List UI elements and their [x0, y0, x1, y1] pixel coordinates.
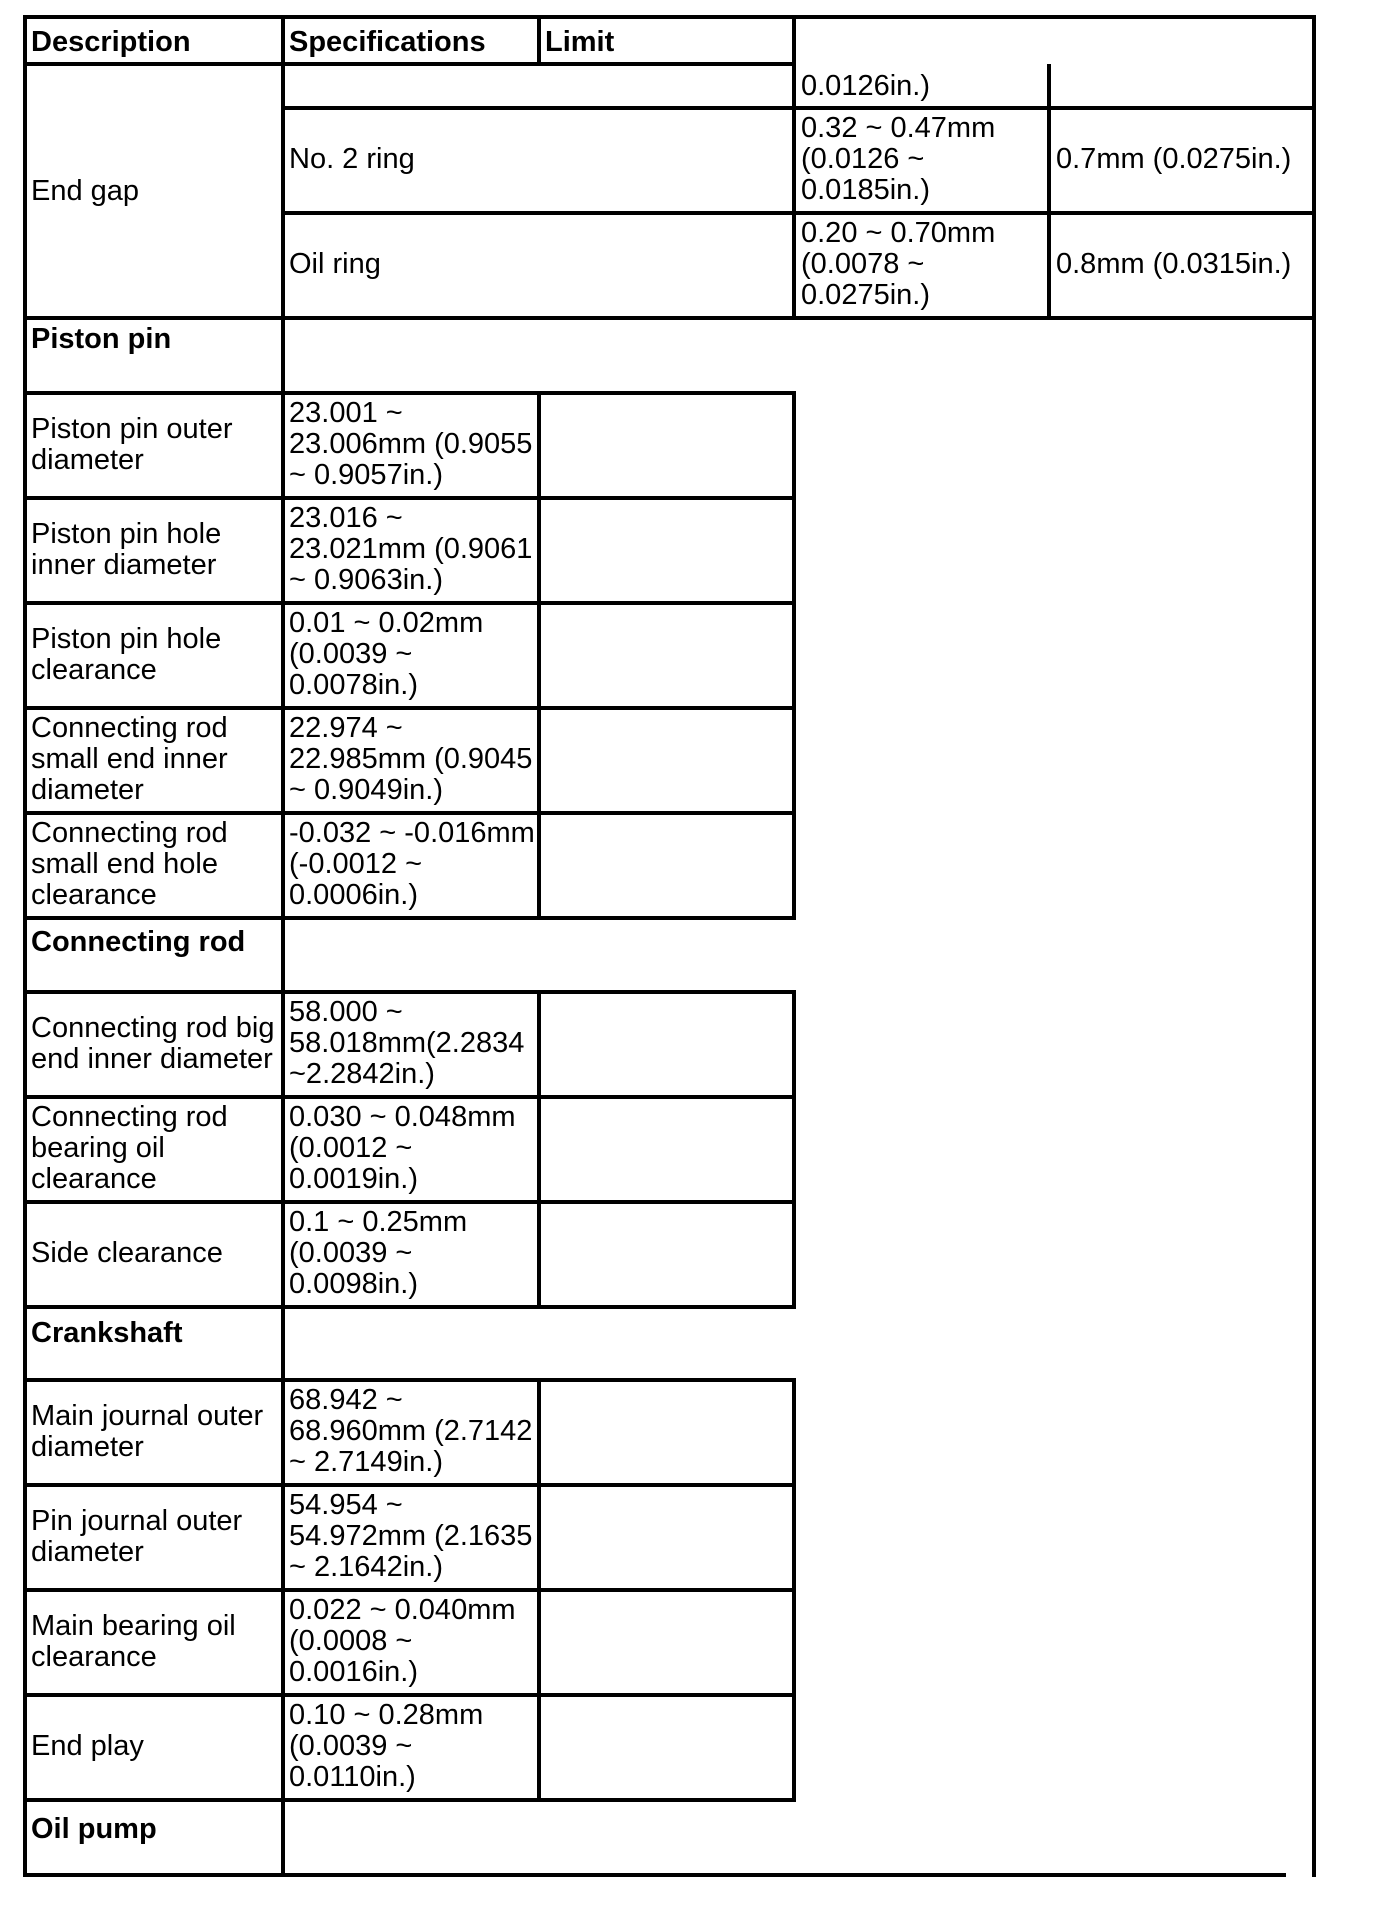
frame-right-line: [1312, 15, 1316, 1877]
piston-pin-row-line: [23, 811, 795, 815]
crank-col-end: [792, 1378, 796, 1802]
spec-row-value: 0.022 ~ 0.040mm (0.0008 ~ 0.0016in.): [289, 1594, 516, 1688]
piston-pin-grid-bottom: [23, 916, 795, 920]
col-divider-header-end: [792, 18, 796, 64]
col-divider-endgap-limit: [1047, 64, 1051, 320]
col-divider-description: [281, 18, 285, 1877]
piston-pin-row-line: [23, 601, 795, 605]
piston-pin-col-limit: [537, 391, 541, 920]
crank-grid-bottom: [23, 1798, 795, 1802]
spec-row-value: 23.001 ~ 23.006mm (0.9055 ~ 0.9057in.): [289, 397, 533, 491]
spec-row-name: Main journal outer diameter: [31, 1400, 264, 1463]
header-specifications: Specifications: [289, 26, 486, 58]
carry-over-spec-tail: 0.0126in.): [801, 70, 930, 102]
spec-row-name: Connecting rod big end inner diameter: [31, 1012, 275, 1075]
crank-row-line: [23, 1693, 795, 1697]
end-gap-row-limit: 0.8mm (0.0315in.): [1056, 248, 1292, 280]
spec-row-value: 22.974 ~ 22.985mm (0.9045 ~ 0.9049in.): [289, 712, 533, 806]
spec-row-name: Connecting rod small end inner diameter: [31, 712, 228, 806]
spec-row-name: Connecting rod small end hole clearance: [31, 817, 228, 911]
section-title-crankshaft: Crankshaft: [31, 1317, 183, 1349]
spec-row-name: Pin journal outer diameter: [31, 1505, 243, 1568]
section-title-connecting-rod: Connecting rod: [31, 926, 246, 958]
conrod-col-end: [792, 990, 796, 1309]
conrod-grid-top: [23, 990, 795, 994]
spec-row-value: 0.10 ~ 0.28mm (0.0039 ~ 0.0110in.): [289, 1699, 484, 1793]
col-divider-header-limit: [537, 18, 541, 64]
section-title-piston-pin: Piston pin: [31, 323, 172, 355]
end-gap-label: End gap: [31, 175, 140, 207]
conrod-col-limit: [537, 990, 541, 1309]
end-gap-row-spec: 0.20 ~ 0.70mm (0.0078 ~ 0.0275in.): [801, 217, 996, 311]
crank-grid-top: [23, 1378, 795, 1382]
spec-row-name: Piston pin outer diameter: [31, 413, 233, 476]
frame-bottom-line: [23, 1873, 1286, 1877]
spec-row-name: Piston pin hole clearance: [31, 623, 222, 686]
conrod-row-line: [23, 1095, 795, 1099]
conrod-row-line: [23, 1200, 795, 1204]
endgap-row1-line: [281, 106, 1315, 110]
crank-row-line: [23, 1588, 795, 1592]
spec-row-name: Piston pin hole inner diameter: [31, 518, 222, 581]
piston-pin-grid-top: [23, 391, 795, 395]
end-gap-row-name: No. 2 ring: [289, 143, 415, 175]
section-title-oil-pump: Oil pump: [31, 1813, 157, 1845]
spec-row-name: Main bearing oil clearance: [31, 1610, 236, 1673]
endgap-row2-line: [281, 211, 1315, 215]
end-gap-row-limit: 0.7mm (0.0275in.): [1056, 143, 1292, 175]
piston-pin-col-end: [792, 391, 796, 920]
crank-col-limit: [537, 1378, 541, 1802]
spec-row-value: -0.032 ~ -0.016mm (-0.0012 ~ 0.0006in.): [289, 817, 535, 911]
piston-pin-row-line: [23, 706, 795, 710]
spec-row-value: 54.954 ~ 54.972mm (2.1635 ~ 2.1642in.): [289, 1489, 533, 1583]
header-limit: Limit: [545, 26, 615, 58]
spec-row-value: 58.000 ~ 58.018mm(2.2834 ~2.2842in.): [289, 996, 525, 1090]
end-gap-row-spec: 0.32 ~ 0.47mm (0.0126 ~ 0.0185in.): [801, 112, 996, 206]
spec-row-name: Connecting rod bearing oil clearance: [31, 1101, 228, 1195]
spec-row-value: 23.016 ~ 23.021mm (0.9061 ~ 0.9063in.): [289, 502, 533, 596]
spec-row-name: End play: [31, 1730, 144, 1762]
header-description: Description: [31, 26, 191, 58]
end-gap-row-name: Oil ring: [289, 248, 381, 280]
endgap-bottom-line: [23, 316, 1315, 320]
header-bottom-line: [23, 62, 795, 66]
frame-left-line: [23, 15, 27, 1877]
col-divider-endgap-spec: [792, 64, 796, 320]
crank-row-line: [23, 1483, 795, 1487]
spec-row-name: Side clearance: [31, 1237, 223, 1269]
conrod-grid-bottom: [23, 1305, 795, 1309]
frame-top-line: [23, 15, 1316, 19]
spec-row-value: 68.942 ~ 68.960mm (2.7142 ~ 2.7149in.): [289, 1384, 533, 1478]
piston-pin-row-line: [23, 496, 795, 500]
spec-row-value: 0.1 ~ 0.25mm (0.0039 ~ 0.0098in.): [289, 1206, 468, 1300]
spec-row-value: 0.01 ~ 0.02mm (0.0039 ~ 0.0078in.): [289, 607, 484, 701]
spec-row-value: 0.030 ~ 0.048mm (0.0012 ~ 0.0019in.): [289, 1101, 516, 1195]
